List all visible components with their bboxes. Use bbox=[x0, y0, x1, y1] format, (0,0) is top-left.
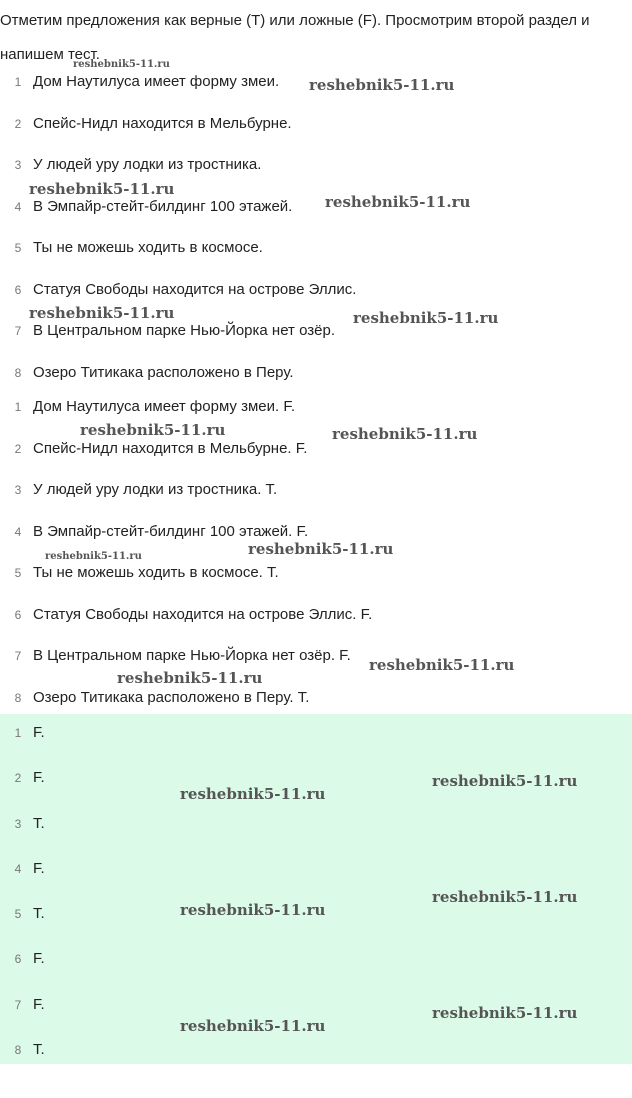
watermark: reshebnik5-11.ru bbox=[117, 669, 263, 687]
item-number: 2 bbox=[14, 441, 22, 456]
item-text: T. bbox=[33, 1041, 45, 1059]
watermark: reshebnik5-11.ru bbox=[180, 901, 326, 919]
list-item bbox=[0, 280, 632, 322]
item-number: 1 bbox=[14, 726, 22, 740]
item-number: 8 bbox=[14, 365, 22, 380]
list-item bbox=[0, 197, 632, 239]
item-number: 6 bbox=[14, 607, 22, 622]
item-text: Озеро Титикака расположено в Перу. bbox=[33, 363, 294, 381]
list-item bbox=[0, 563, 632, 605]
item-text: F. bbox=[33, 995, 45, 1013]
item-text: У людей уру лодки из тростника. bbox=[33, 156, 262, 173]
watermark: reshebnik5-11.ru bbox=[29, 304, 175, 322]
item-text: В Центральном парке Нью-Йорка нет озёр. bbox=[33, 322, 335, 339]
item-text: F. bbox=[33, 950, 45, 968]
list-item bbox=[0, 238, 632, 280]
watermark: reshebnik5-11.ru bbox=[248, 540, 394, 558]
list-item bbox=[0, 904, 632, 949]
list-item bbox=[0, 859, 632, 904]
answered-statements-list bbox=[0, 397, 632, 729]
list-item bbox=[0, 949, 632, 994]
item-text: У людей уру лодки из тростника. T. bbox=[33, 481, 278, 498]
list-item bbox=[0, 321, 632, 363]
item-number: 1 bbox=[14, 75, 22, 89]
list-item bbox=[0, 768, 632, 813]
item-text: В Эмпайр-стейт-билдинг 100 этажей. bbox=[33, 197, 293, 215]
watermark: reshebnik5-11.ru bbox=[432, 772, 578, 790]
item-text: Дом Наутилуса имеет форму змеи. F. bbox=[33, 398, 296, 415]
item-text: F. bbox=[33, 769, 45, 787]
item-number: 4 bbox=[14, 199, 22, 214]
item-number: 5 bbox=[14, 241, 22, 255]
watermark: reshebnik5-11.ru bbox=[325, 193, 471, 211]
item-text: F. bbox=[33, 724, 45, 741]
watermark: reshebnik5-11.ru bbox=[73, 59, 170, 70]
item-number: 7 bbox=[14, 324, 22, 338]
watermark: reshebnik5-11.ru bbox=[80, 421, 226, 439]
item-number: 3 bbox=[14, 158, 22, 172]
item-number: 7 bbox=[14, 649, 22, 663]
answers-list bbox=[0, 723, 632, 1085]
item-number: 6 bbox=[14, 282, 22, 297]
item-number: 4 bbox=[14, 861, 22, 876]
watermark: reshebnik5-11.ru bbox=[29, 180, 175, 198]
watermark: reshebnik5-11.ru bbox=[332, 425, 478, 443]
watermark: reshebnik5-11.ru bbox=[432, 1004, 578, 1022]
watermark: reshebnik5-11.ru bbox=[432, 888, 578, 906]
item-text: F. bbox=[33, 859, 45, 877]
watermark: reshebnik5-11.ru bbox=[353, 309, 499, 327]
list-item bbox=[0, 646, 632, 688]
item-number: 8 bbox=[14, 690, 22, 705]
item-text: В Центральном парке Нью-Йорка нет озёр. F. bbox=[33, 647, 351, 664]
list-item bbox=[0, 995, 632, 1040]
item-text: Ты не можешь ходить в космосе. bbox=[33, 239, 263, 256]
list-item bbox=[0, 605, 632, 647]
item-number: 1 bbox=[14, 400, 22, 414]
list-item bbox=[0, 814, 632, 859]
watermark: reshebnik5-11.ru bbox=[309, 76, 455, 94]
statements-list bbox=[0, 72, 632, 404]
list-item bbox=[0, 114, 632, 156]
item-text: T. bbox=[33, 814, 45, 832]
item-number: 5 bbox=[14, 566, 22, 580]
item-text: Статуя Свободы находится на острове Эллис. F. bbox=[33, 605, 373, 623]
item-text: Спейс-Нидл находится в Мельбурне. F. bbox=[33, 439, 308, 457]
item-text: В Эмпайр-стейт-билдинг 100 этажей. F. bbox=[33, 522, 309, 540]
list-item bbox=[0, 522, 632, 564]
item-number: 3 bbox=[14, 816, 22, 831]
instruction-text: Отметим предложения как верные (T) или ложные (F). Просмотрим второй раздел и напишем тест. bbox=[0, 12, 590, 63]
item-number: 3 bbox=[14, 483, 22, 497]
item-number: 2 bbox=[14, 116, 22, 131]
watermark: reshebnik5-11.ru bbox=[369, 656, 515, 674]
item-number: 6 bbox=[14, 952, 22, 967]
list-item bbox=[0, 439, 632, 481]
watermark: reshebnik5-11.ru bbox=[180, 785, 326, 803]
list-item bbox=[0, 723, 632, 768]
item-text: T. bbox=[33, 905, 45, 923]
item-text: Статуя Свободы находится на острове Эллис. bbox=[33, 280, 357, 298]
list-item bbox=[0, 72, 632, 114]
item-text: Дом Наутилуса имеет форму змеи. bbox=[33, 73, 280, 90]
item-text: Озеро Титикака расположено в Перу. T. bbox=[33, 688, 310, 706]
item-number: 7 bbox=[14, 997, 22, 1012]
list-item bbox=[0, 1040, 632, 1085]
item-number: 2 bbox=[14, 771, 22, 786]
item-number: 5 bbox=[14, 907, 22, 922]
item-text: Спейс-Нидл находится в Мельбурне. bbox=[33, 114, 292, 132]
list-item bbox=[0, 480, 632, 522]
item-number: 4 bbox=[14, 524, 22, 539]
item-text: Ты не можешь ходить в космосе. T. bbox=[33, 564, 279, 581]
item-number: 8 bbox=[14, 1043, 22, 1058]
list-item bbox=[0, 397, 632, 439]
list-item bbox=[0, 155, 632, 197]
watermark: reshebnik5-11.ru bbox=[45, 551, 142, 562]
watermark: reshebnik5-11.ru bbox=[180, 1017, 326, 1035]
